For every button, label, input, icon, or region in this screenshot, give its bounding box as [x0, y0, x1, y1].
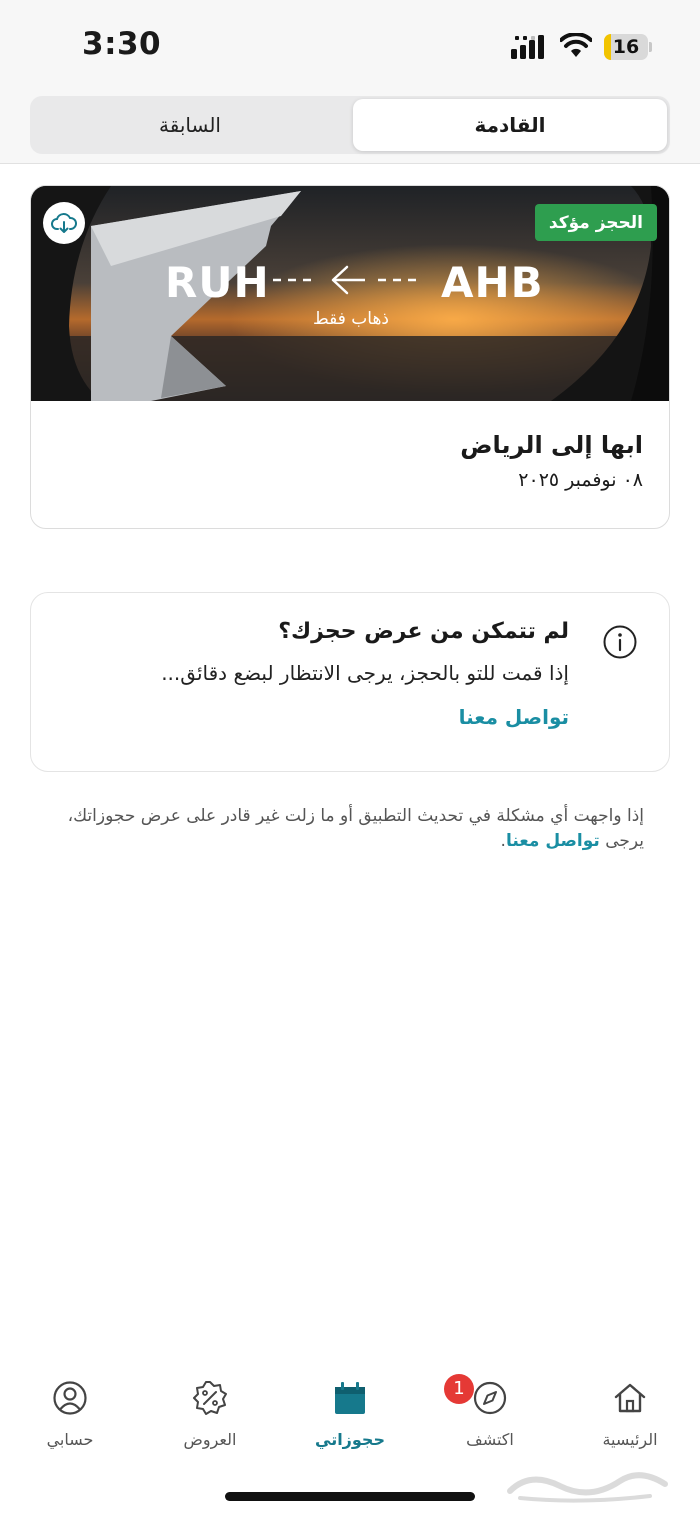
help-note — [56, 804, 644, 854]
nav-bookings-label: حجوزاتي — [315, 1430, 385, 1449]
status-badge: الحجز مؤكد — [535, 204, 657, 241]
watermark-logo — [500, 1456, 670, 1506]
info-icon — [603, 625, 637, 659]
notice-body: إذا قمت للتو بالحجز، يرجى الانتظار لبضع دقائق... — [161, 661, 569, 685]
nav-offers-label: العروض — [183, 1430, 237, 1449]
booking-details — [31, 401, 670, 529]
compass-icon — [472, 1380, 508, 1416]
trip-type-label — [31, 309, 670, 329]
nav-home-label: الرئيسية — [602, 1430, 658, 1449]
help-note-end: . — [500, 831, 506, 851]
nav-bookings[interactable] — [290, 1366, 410, 1466]
flight-hero-image — [31, 186, 670, 401]
cloud-download-icon — [51, 212, 77, 234]
battery-level: 16 — [612, 36, 640, 58]
battery-icon — [604, 34, 652, 60]
home-icon — [612, 1380, 648, 1416]
discount-icon — [192, 1380, 228, 1416]
tab-upcoming[interactable]: القادمة — [353, 99, 667, 151]
nav-offers[interactable] — [150, 1366, 270, 1466]
help-note-text: إذا واجهت أي مشكلة في تحديث التطبيق أو ما زلت غير قادر على عرض حجوزاتك، يرجى — [67, 806, 644, 851]
booking-title: ابها إلى الرياض — [460, 431, 643, 459]
route-arrow-icon — [273, 263, 423, 297]
download-button[interactable] — [43, 202, 85, 244]
origin-code: AHB — [441, 258, 544, 307]
home-indicator — [225, 1492, 475, 1501]
status-time: 3:30 — [82, 26, 162, 62]
user-icon — [52, 1380, 88, 1416]
destination-code: RUH — [165, 258, 270, 307]
nav-explore-label: اكتشف — [466, 1430, 514, 1449]
wifi-icon — [560, 33, 592, 59]
nav-home[interactable] — [570, 1366, 690, 1466]
nav-account[interactable] — [10, 1366, 130, 1466]
tab-past[interactable]: السابقة — [159, 113, 221, 137]
cannot-view-booking-notice — [30, 592, 670, 772]
booking-date: ٠٨ نوفمبر ٢٠٢٥ — [518, 469, 643, 491]
status-bar — [0, 0, 700, 96]
help-contact-link[interactable]: تواصل معنا — [505, 831, 600, 851]
calendar-icon — [332, 1380, 368, 1416]
segmented-control — [30, 96, 670, 154]
nav-account-label: حسابي — [46, 1430, 94, 1449]
cellular-signal-icon — [511, 35, 547, 59]
contact-us-link[interactable]: تواصل معنا — [458, 705, 569, 729]
bookings-segment-bar — [0, 96, 700, 164]
booking-card[interactable] — [30, 185, 670, 529]
explore-notification-badge: 1 — [444, 1374, 474, 1404]
notice-title: لم تتمكن من عرض حجزك؟ — [278, 619, 569, 644]
trip-type-text: ذهاب فقط — [313, 309, 389, 329]
